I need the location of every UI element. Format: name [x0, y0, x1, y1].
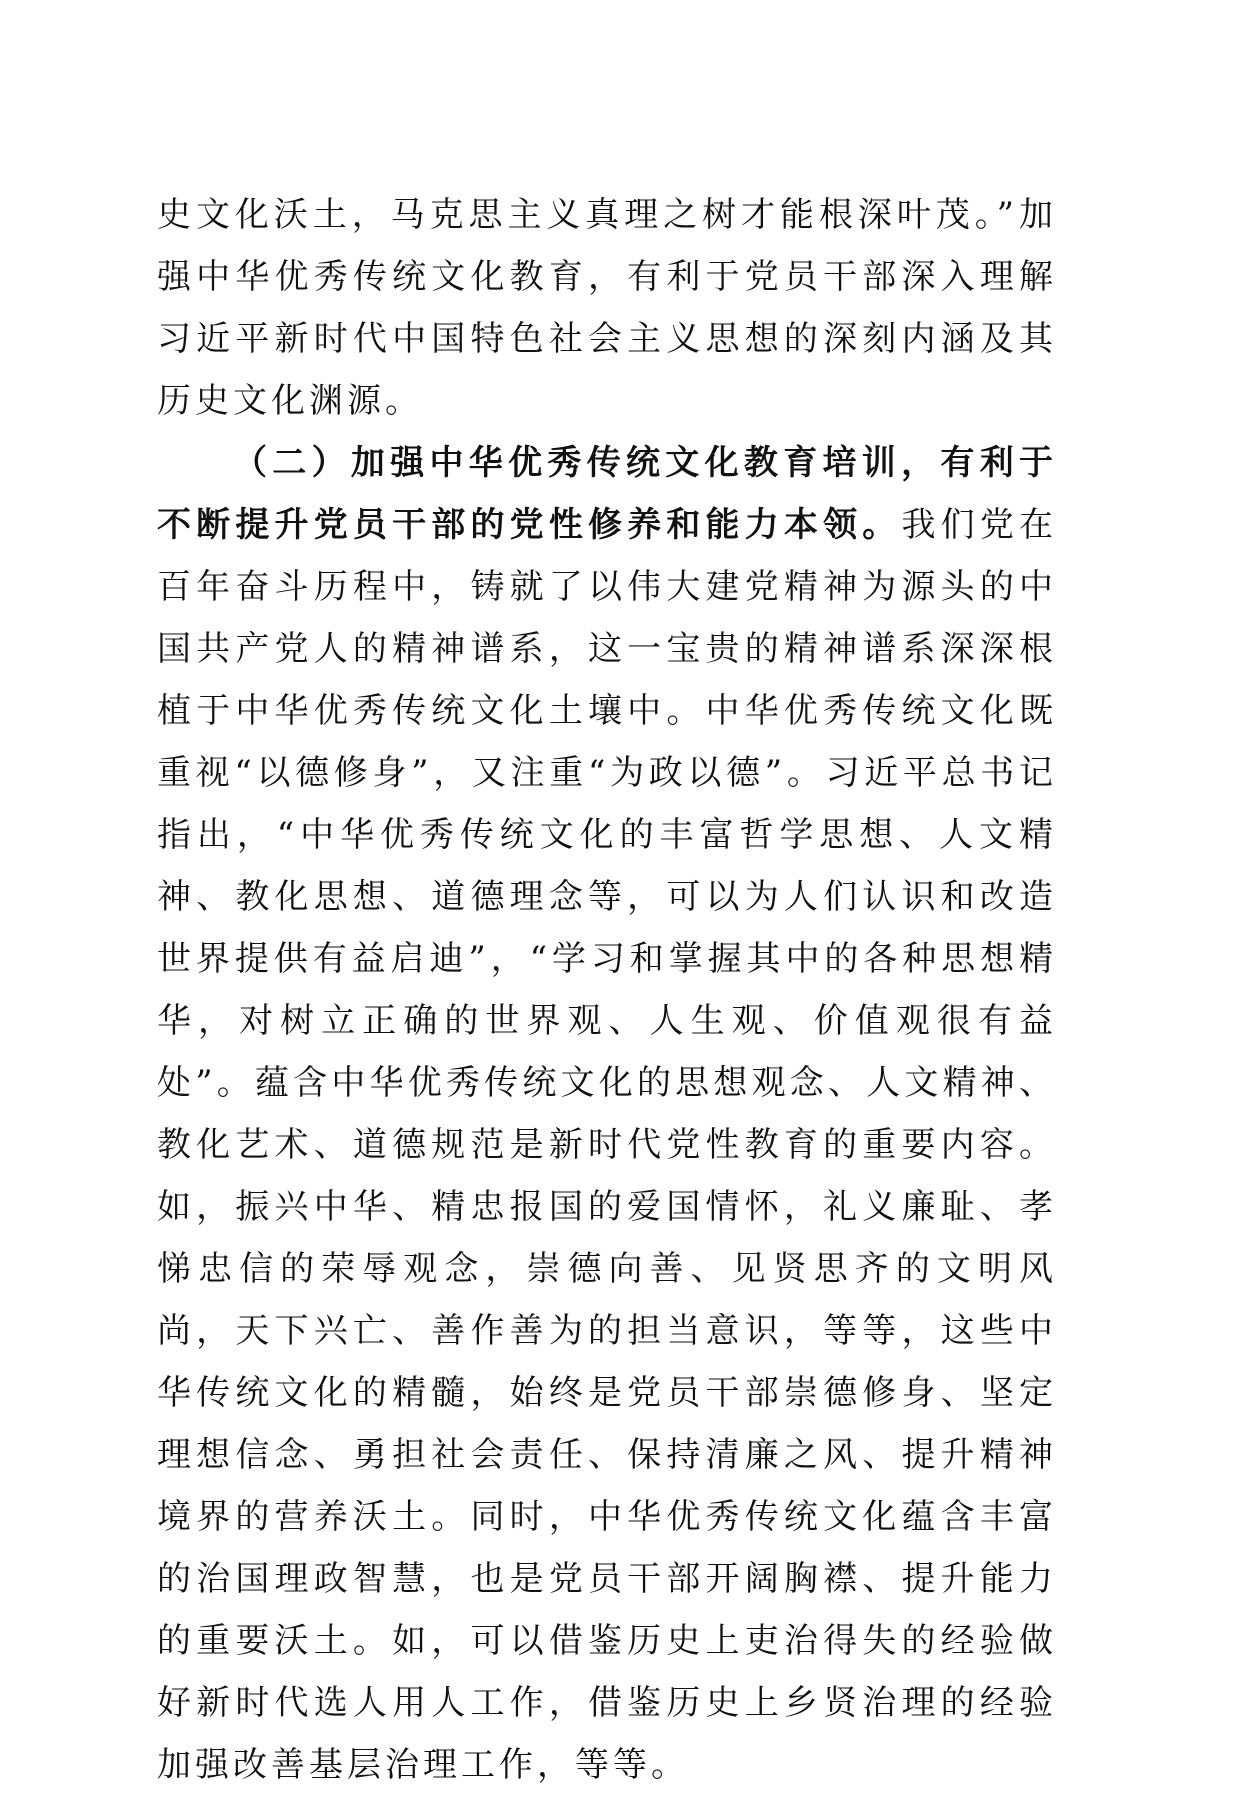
paragraph-2-body: 我们党在百年奋斗历程中，铸就了以伟大建党精神为源头的中国共产党人的精神谱系，这一宝贵的精神谱系深深根植于中华优秀传统文化土壤中。中华优秀传统文化既重视“以德修身”，又注重“为政以德”。习近平总书记指出，“中华优秀传统文化的丰富哲学思想、人文精神、教化思想、道德理念等，可以为人们认识和改造世界提供有益启迪”，“学习和掌握其中的各种思想精华，对树立正确的世界观、人生观、价值观很有益处”。蕴含中华优秀传统文化的思想观念、人文精神、教化艺术、道德规范是新时代党性教育的重要内容。如，振兴中华、精忠报国的爱国情怀，礼义廉耻、孝悌忠信的荣辱观念，崇德向善、见贤思齐的文明风尚，天下兴亡、善作善为的担当意识，等等，这些中华传统文化的精髓，始终是党员干部崇德修身、坚定理想信念、勇担社会责任、保持清廉之风、提升精神境界的营养沃土。同时，中华优秀传统文化蕴含丰富的治国理政智慧，也是党员干部开阔胸襟、提升能力的重要沃土。如，可以借鉴历史上吏治得失的经验做好新时代选人用人工作，借鉴历史上乡贤治理的经验加强改善基层治理工作，等等。: [157, 505, 1057, 1785]
paragraph-2: [157, 432, 1057, 1796]
paragraph-2-heading: （二）加强中华优秀传统文化教育培训，有利于不断提升党员干部的党性修养和能力本领。: [157, 443, 1057, 545]
document-body: [157, 184, 1057, 1796]
paragraph-1: 史文化沃土，马克思主义真理之树才能根深叶茂。”加强中华优秀传统文化教育，有利于党员干部深入理解习近平新时代中国特色社会主义思想的深刻内涵及其历史文化渊源。: [157, 195, 1057, 421]
